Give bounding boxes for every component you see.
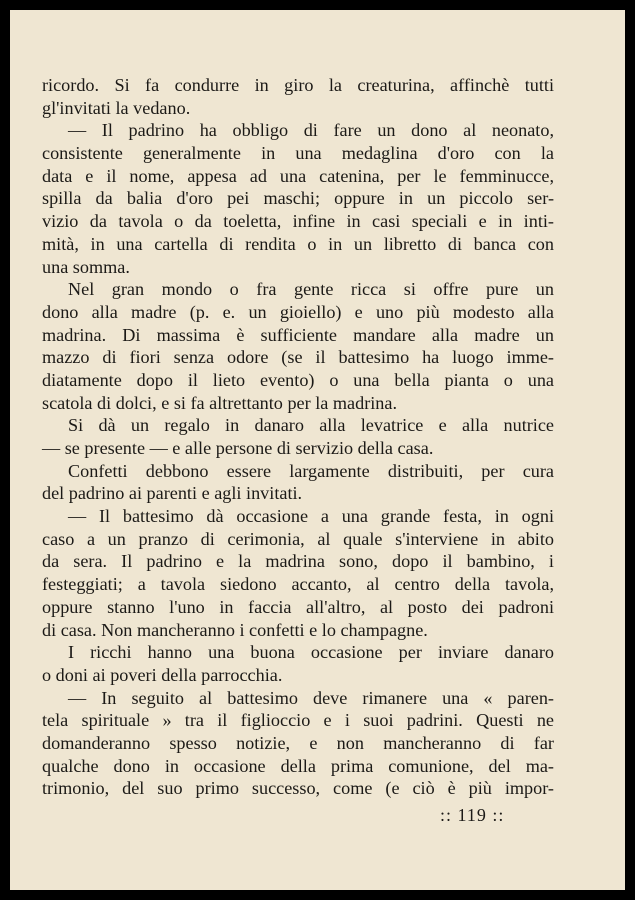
- text-line: dono alla madre (p. e. un gioiello) e uno più modesto alla: [42, 301, 554, 322]
- text-line: tela spirituale » tra il figlioccio e i suoi padrini. Questi ne: [42, 710, 554, 731]
- text-line: del padrino ai parenti e agli invitati.: [42, 483, 303, 504]
- text-line: da sera. Il padrino e la madrina sono, dopo il bambino, i: [42, 551, 554, 572]
- book-page: [10, 10, 625, 890]
- text-line: — Il battesimo dà occasione a una grande festa, in ogni: [68, 506, 554, 527]
- text-line: domanderanno spesso notizie, e non mancheranno di far: [42, 732, 554, 753]
- text-line: — In seguito al battesimo deve rimanere una « paren-: [68, 687, 554, 708]
- text-line: spilla da balia d'oro pei maschi; oppure in un piccolo ser-: [42, 188, 554, 209]
- page-number: :: 119 ::: [440, 805, 505, 825]
- text-line: diatamente dopo il lieto evento) o una bella pianta o una: [42, 369, 554, 390]
- text-line: festeggiati; a tavola siedono accanto, al centro della tavola,: [42, 574, 554, 595]
- text-line: trimonio, del suo primo successo, come (e ciò è più impor-: [42, 778, 554, 799]
- text-line: data e il nome, appesa ad una catenina, per le femminucce,: [42, 165, 554, 186]
- text-line: una somma.: [42, 256, 130, 277]
- text-line: o doni ai poveri della parrocchia.: [42, 664, 283, 685]
- text-line: — Il padrino ha obbligo di fare un dono al neonato,: [68, 120, 554, 141]
- text-line: ricordo. Si fa condurre in giro la creaturina, affinchè tutti: [42, 75, 554, 95]
- text-line: caso a un pranzo di cerimonia, al quale s'interviene in abito: [42, 528, 554, 549]
- text-line: madrina. Di massima è sufficiente mandare alla madre un: [42, 324, 554, 345]
- text-line: scatola di dolci, e si fa altrettanto per la madrina.: [42, 392, 398, 413]
- text-line: oppure stanno l'uno in faccia all'altro, al posto dei padroni: [42, 596, 554, 617]
- text-line: mità, in una cartella di rendita o in un libretto di banca con: [42, 233, 554, 254]
- text-line: di casa. Non mancheranno i confetti e lo champagne.: [42, 619, 428, 640]
- text-line: Si dà un regalo in danaro alla levatrice e alla nutrice: [68, 415, 554, 436]
- text-line: I ricchi hanno una buona occasione per inviare danaro: [68, 642, 554, 663]
- text-line: gl'invitati la vedano.: [42, 97, 191, 118]
- text-line: Nel gran mondo o fra gente ricca si offre pure un: [68, 279, 554, 300]
- text-line: vizio da tavola o da toeletta, infine in casi speciali e in inti-: [42, 211, 554, 232]
- text-line: — se presente — e alle persone di servizio della casa.: [42, 438, 434, 458]
- text-line: qualche dono in occasione della prima comunione, del ma-: [42, 755, 554, 776]
- body-text: [42, 74, 554, 800]
- text-line: consistente generalmente in una medaglina d'oro con la: [42, 143, 554, 164]
- text-line: Confetti debbono essere largamente distribuiti, per cura: [68, 460, 554, 481]
- text-line: mazzo di fiori senza odore (se il battesimo ha luogo imme-: [42, 347, 554, 368]
